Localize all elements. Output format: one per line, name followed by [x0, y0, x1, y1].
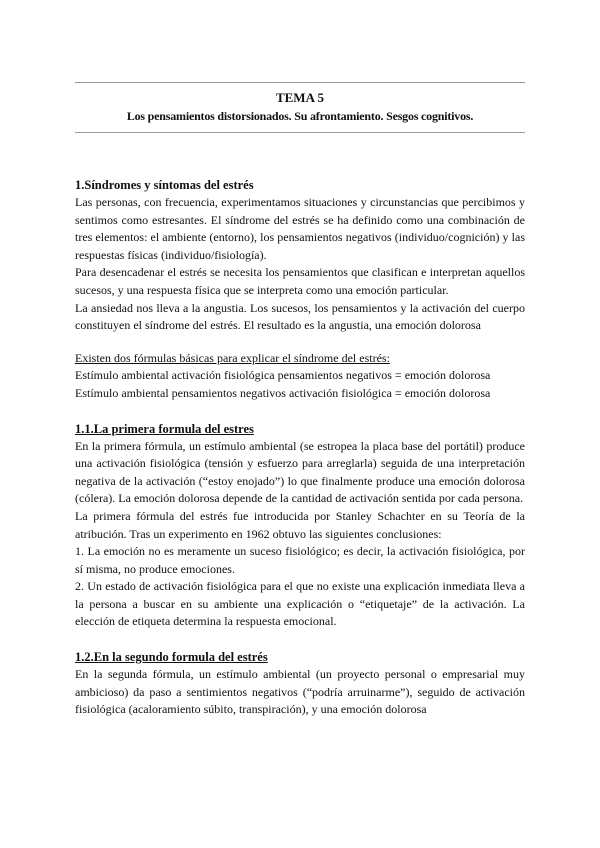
page-subtitle: Los pensamientos distorsionados. Su afrontamiento. Sesgos cognitivos.: [126, 109, 474, 123]
paragraph: La ansiedad nos lleva a la angustia. Los sucesos, los pensamientos y la activación del cuerpo constituyen el síndrome del estrés. El resultado es la angustia, una emoción dolorosa: [75, 300, 525, 333]
document-body: [75, 176, 525, 719]
formulas-intro: Existen dos fórmulas básicas para explicar el síndrome del estrés:: [75, 350, 390, 365]
paragraph: La primera fórmula del estrés fue introducida por Stanley Schachter en su Teoría de la atribución. Tras un experimento en 1962 obtuvo las siguientes conclusiones:: [75, 508, 525, 541]
paragraph: En la primera fórmula, un estímulo ambiental (se estropea la placa base del portátil) produce una activación fisiológica (tensión y esfuerzo para arreglarla) seguida de una interpretación negativa de la activación (“estoy enojado”) lo que finalmente produce una emoción dolorosa (cólera). La emoción dolorosa depende de la cantidad de activación sentida por cada persona.: [75, 438, 525, 506]
page-title: TEMA 5: [275, 90, 325, 105]
list-item: 2. Un estado de activación fisiológica para el que no existe una explicación inmediata lleva a la persona a buscar en su ambiente una explicación o “etiquetaje” de la activación. La elección de etiqueta determina la respuesta emocional.: [75, 579, 525, 629]
paragraph: Las personas, con frecuencia, experimentamos situaciones y circunstancias que percibimos y sentimos como estresantes. El síndrome del estrés se ha definido como una combinación de tres elementos: el ambiente (entorno), los pensamientos negativos (individuo/cognición) y las respuestas físicas (individuo/fisiología).: [75, 195, 525, 262]
list-item: 1. La emoción no es meramente un suceso fisiológico; es decir, la activación fisiológica, por sí misma, no produce emociones.: [75, 544, 525, 576]
formula-1: Estímulo ambiental activación fisiológica pensamientos negativos = emoción dolorosa: [75, 368, 491, 383]
top-rule: [75, 82, 525, 83]
section-heading-1: 1.Síndromes y síntomas del estrés: [75, 178, 254, 192]
formula-2: Estímulo ambiental pensamientos negativos activación fisiológica = emoción dolorosa: [75, 385, 491, 400]
section-heading-1-1: 1.1.La primera formula del estres: [75, 421, 254, 436]
section-heading-1-2: 1.2.En la segundo formula del estrés: [75, 650, 268, 665]
bottom-rule: [75, 132, 525, 133]
paragraph: Para desencadenar el estrés se necesita los pensamientos que clasifican e interpretan aquellos sucesos, y una respuesta física que se interpreta como una emoción particular.: [75, 265, 525, 297]
paragraph: En la segunda fórmula, un estímulo ambiental (un proyecto personal o empresarial muy ambicioso) da paso a sentimientos negativos (“podría arruinarme”), seguido de activación fisiológica (acaloramiento súbito, transpiración), y una emoción dolorosa: [75, 667, 525, 717]
